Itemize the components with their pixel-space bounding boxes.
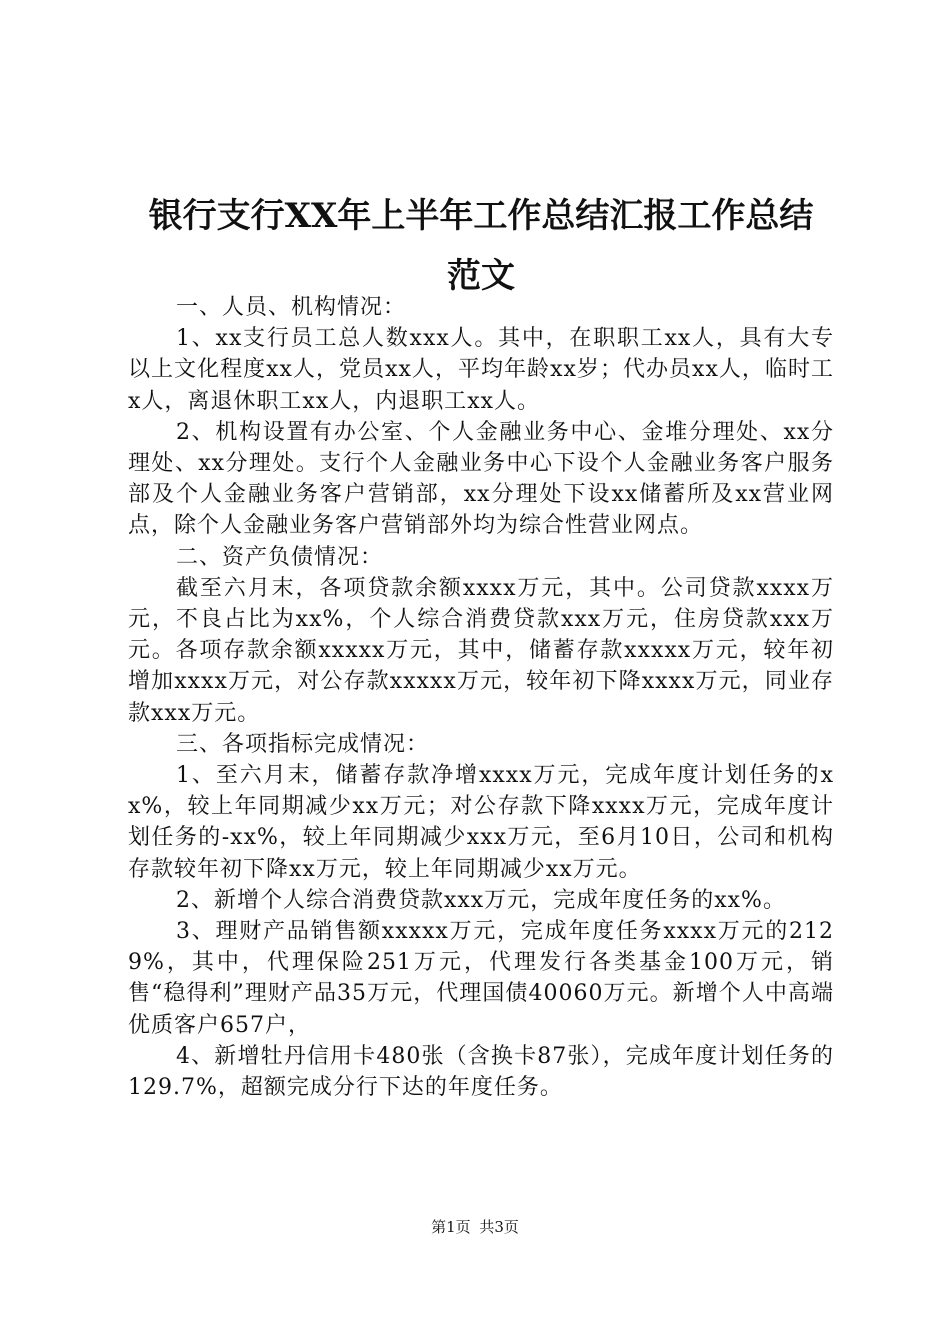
paragraph-wealth-products: 3、理财产品销售额xxxxx万元，完成年度任务xxxx万元的2129%，其中，代理保险251万元，代理发行各类基金100万元，销售“稳得利”理财产品35万元，代理国债40060万元。新增个人中高端优质客户657户， [128, 919, 834, 1038]
paragraph-credit-cards: 4、新增牡丹信用卡480张（含换卡87张），完成年度计划任务的129.7%，超额完成分行下达的年度任务。 [128, 1043, 834, 1101]
document-title-line-1: 银行支行XX年上半年工作总结汇报工作总结 [148, 196, 814, 236]
paragraph-consumer-loans: 2、新增个人综合消费贷款xxx万元，完成年度任务的xx%。 [176, 887, 786, 913]
section-heading-personnel: 一、人员、机构情况： [176, 295, 407, 320]
page-number: 第1页 [431, 1218, 471, 1236]
page-total: 共3页 [479, 1218, 519, 1236]
paragraph-staff-count: 1、xx支行员工总人数xxx人。其中，在职职工xx人，具有大专以上文化程度xx人，党员xx人，平均年龄xx岁；代办员xx人，临时工x人，离退休职工xx人，内退职工xx人。 [128, 326, 834, 414]
paragraph-savings-deposits: 1、至六月末，储蓄存款净增xxxx万元，完成年度计划任务的xx%，较上年同期减少xx万元；对公存款下降xxxx万元，完成年度计划任务的-xx%，较上年同期减少xxx万元，至6月10日，公司和机构存款较年初下降xx万元，较上年同期减少xx万元。 [128, 763, 834, 882]
document-title-line-2: 范文 [447, 256, 515, 296]
page-footer [0, 1216, 950, 1237]
document-body [128, 292, 834, 1103]
section-heading-assets: 二、资产负债情况： [176, 544, 384, 570]
section-heading-indicators: 三、各项指标完成情况： [176, 731, 430, 757]
paragraph-loans-deposits: 截至六月末，各项贷款余额xxxx万元，其中。公司贷款xxxx万元，不良占比为xx%，个人综合消费贷款xxx万元，住房贷款xxx万元。各项存款余额xxxxx万元，其中，储蓄存款xxxxx万元，较年初增加xxxx万元，对公存款xxxxx万元，较年初下降xxxx万元，同业存款xxx万元。 [128, 575, 834, 726]
paragraph-organization: 2、机构设置有办公室、个人金融业务中心、金堆分理处、xx分理处、xx分理处。支行个人金融业务中心下设个人金融业务客户服务部及个人金融业务客户营销部，xx分理处下设xx储蓄所及xx营业网点，除个人金融业务客户营销部外均为综合性营业网点。 [128, 419, 834, 539]
